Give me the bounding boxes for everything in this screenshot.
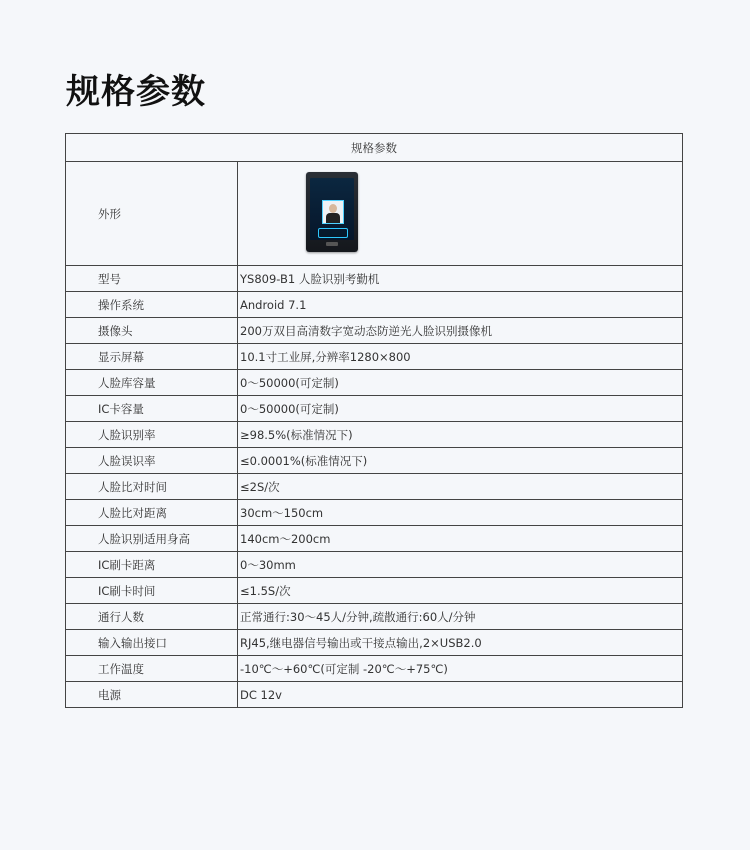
- row-value: 0〜50000(可定制): [238, 396, 683, 422]
- row-label: 人脸比对距离: [66, 500, 238, 526]
- row-value: RJ45,继电器信号输出或干接点输出,2×USB2.0: [238, 630, 683, 656]
- row-label: 人脸识别率: [66, 422, 238, 448]
- table-row: [66, 396, 683, 422]
- row-label: 人脸库容量: [66, 370, 238, 396]
- table-row: [66, 604, 683, 630]
- table-row: [66, 552, 683, 578]
- table-row: [66, 474, 683, 500]
- row-value: 30cm〜150cm: [238, 500, 683, 526]
- row-value: ≤1.5S/次: [238, 578, 683, 604]
- row-value: 10.1寸工业屏,分辨率1280×800: [238, 344, 683, 370]
- spec-table: [65, 133, 683, 708]
- row-value: ≤2S/次: [238, 474, 683, 500]
- table-row: [66, 370, 683, 396]
- table-row: [66, 266, 683, 292]
- row-label: 工作温度: [66, 656, 238, 682]
- row-value: 140cm〜200cm: [238, 526, 683, 552]
- row-label: IC刷卡距离: [66, 552, 238, 578]
- row-value: 正常通行:30〜45人/分钟,疏散通行:60人/分钟: [238, 604, 683, 630]
- table-row: [66, 630, 683, 656]
- row-label: 人脸识别适用身高: [66, 526, 238, 552]
- row-label: 电源: [66, 682, 238, 708]
- row-label: 操作系统: [66, 292, 238, 318]
- table-row: [66, 292, 683, 318]
- row-value: YS809-B1 人脸识别考勤机: [238, 266, 683, 292]
- row-label: 人脸比对时间: [66, 474, 238, 500]
- table-row: [66, 448, 683, 474]
- table-row: [66, 526, 683, 552]
- row-label: 外形: [66, 162, 238, 266]
- row-value: DC 12v: [238, 682, 683, 708]
- appearance-cell: [238, 162, 683, 266]
- row-label: 摄像头: [66, 318, 238, 344]
- page-title: 规格参数: [66, 72, 206, 112]
- row-value: 200万双目高清数字宽动态防逆光人脸识别摄像机: [238, 318, 683, 344]
- row-value: 0〜30mm: [238, 552, 683, 578]
- row-value: ≤0.0001%(标准情况下): [238, 448, 683, 474]
- table-row: [66, 344, 683, 370]
- row-value: Android 7.1: [238, 292, 683, 318]
- table-row: [66, 656, 683, 682]
- row-value: ≥98.5%(标准情况下): [238, 422, 683, 448]
- appearance-row: [66, 162, 683, 266]
- row-label: IC刷卡时间: [66, 578, 238, 604]
- row-value: -10℃〜+60℃(可定制 -20℃〜+75℃): [238, 656, 683, 682]
- row-label: 输入输出接口: [66, 630, 238, 656]
- row-label: 通行人数: [66, 604, 238, 630]
- row-label: 显示屏幕: [66, 344, 238, 370]
- table-header-row: [66, 134, 683, 162]
- table-row: [66, 578, 683, 604]
- row-label: 型号: [66, 266, 238, 292]
- table-header: 规格参数: [66, 134, 683, 162]
- table-row: [66, 682, 683, 708]
- row-value: 0〜50000(可定制): [238, 370, 683, 396]
- table-row: [66, 422, 683, 448]
- table-row: [66, 500, 683, 526]
- row-label: 人脸误识率: [66, 448, 238, 474]
- table-row: [66, 318, 683, 344]
- device-image: [306, 172, 358, 252]
- row-label: IC卡容量: [66, 396, 238, 422]
